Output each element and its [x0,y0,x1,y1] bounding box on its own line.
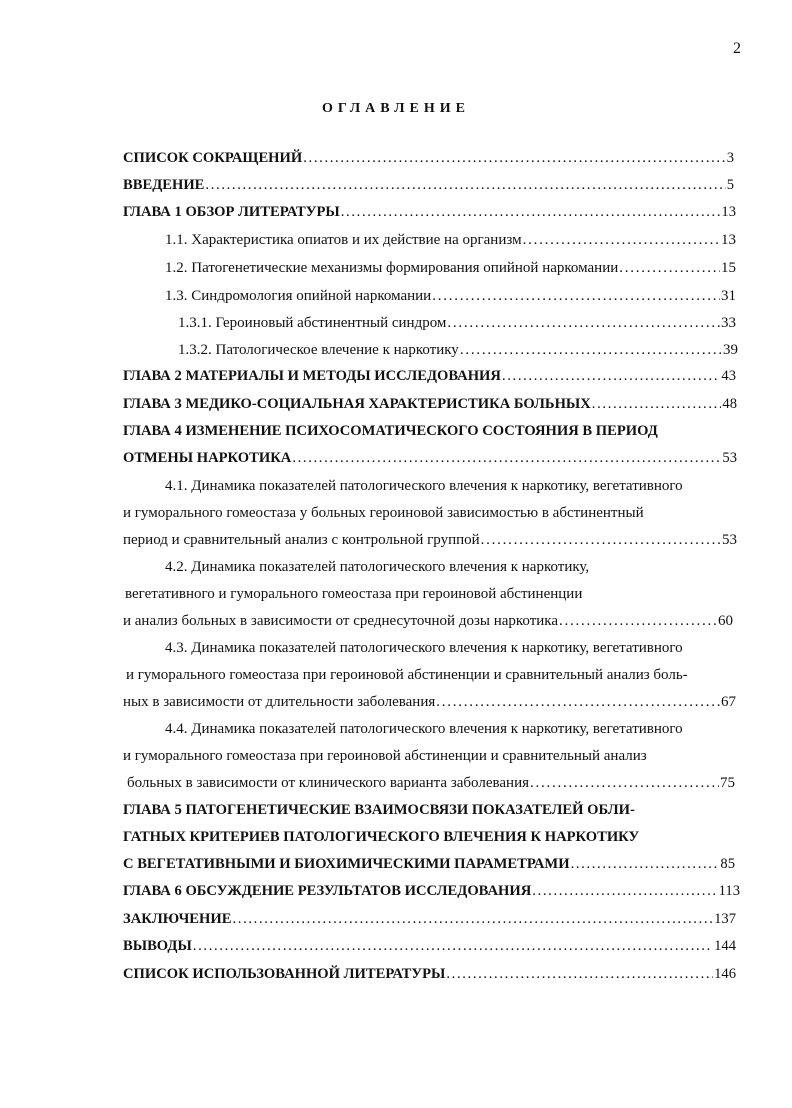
toc-entry-4-2[interactable]: и анализ больных в зависимости от среднесуточной дозы наркотика . . . 60 [123,608,733,630]
page-number: 2 [733,40,741,57]
toc-entry-chapter-6[interactable]: ГЛАВА 6 ОБСУЖДЕНИЕ РЕЗУЛЬТАТОВ ИССЛЕДОВАНИЯ . . . 113 [123,878,740,900]
toc-entry-chapter-3[interactable]: ГЛАВА 3 МЕДИКО-СОЦИАЛЬНАЯ ХАРАКТЕРИСТИКА БОЛЬНЫХ . . . 48 [123,391,737,413]
toc-entry-chapter-4[interactable]: ОТМЕНЫ НАРКОТИКА . . . 53 [123,445,737,467]
toc-entry-chapter-1[interactable]: ГЛАВА 1 ОБЗОР ЛИТЕРАТУРЫ . . . 13 [123,199,736,221]
toc-entry-4-3[interactable]: ных в зависимости от длительности заболевания . . . 67 [123,689,736,711]
toc-entry-chapter-4-line-1[interactable]: ГЛАВА 4 ИЗМЕНЕНИЕ ПСИХОСОМАТИЧЕСКОГО СОСТОЯНИЯ В ПЕРИОД [123,423,658,439]
toc-entry-4-4-line-2[interactable]: и гуморального гомеостаза при героиновой абстиненции и сравнительный анализ [123,748,647,764]
page-title: ОГЛАВЛЕНИЕ [322,101,470,116]
toc-entry-1-3[interactable]: 1.3. Синдромология опийной наркомании . . . 31 [165,283,736,305]
toc-entry-4-3-line-1[interactable]: 4.3. Динамика показателей патологического влечения к наркотику, вегетативного [165,640,683,656]
toc-entry-4-4-line-1[interactable]: 4.4. Динамика показателей патологического влечения к наркотику, вегетативного [165,721,683,737]
toc-entry-1-3-1[interactable]: 1.3.1. Героиновый абстинентный синдром . . . 33 [178,310,736,332]
toc-entry-4-2-line-1[interactable]: 4.2. Динамика показателей патологического влечения к наркотику, [165,559,590,575]
toc-entry-references[interactable]: СПИСОК ИСПОЛЬЗОВАННОЙ ЛИТЕРАТУРЫ . . . 146 [123,961,736,983]
toc-entry-chapter-5[interactable]: С ВЕГЕТАТИВНЫМИ И БИОХИМИЧЕСКИМИ ПАРАМЕТРАМИ . . . 85 [123,851,735,873]
toc-entry-4-3-line-2[interactable]: и гуморального гомеостаза при героиновой абстиненции и сравнительный анализ боль- [126,667,688,683]
toc-entry-4-1[interactable]: период и сравнительный анализ с контрольной группой . . . 53 [123,527,737,549]
toc-entry-1-1[interactable]: 1.1. Характеристика опиатов и их действие на организм . . . 13 [165,227,736,249]
toc-entry-introduction[interactable]: ВВЕДЕНИЕ . . . 5 [123,172,734,194]
toc-entry-conclusion[interactable]: ЗАКЛЮЧЕНИЕ . . . 137 [123,906,736,928]
toc-entry-4-2-line-2[interactable]: вегетативного и гуморального гомеостаза при героиновой абстиненции [125,586,583,602]
toc-entry-chapter-5-line-2[interactable]: ГАТНЫХ КРИТЕРИЕВ ПАТОЛОГИЧЕСКОГО ВЛЕЧЕНИЯ К НАРКОТИКУ [123,829,640,845]
toc-entry-findings[interactable]: ВЫВОДЫ . . . 144 [123,933,736,955]
toc-entry-4-1-line-1[interactable]: 4.1. Динамика показателей патологического влечения к наркотику, вегетативного [165,478,683,494]
toc-entry-1-2[interactable]: 1.2. Патогенетические механизмы формирования опийной наркомании . . . 15 [165,255,736,277]
toc-entry-abbreviations[interactable]: СПИСОК СОКРАЩЕНИЙ . . . 3 [123,145,734,167]
toc-entry-chapter-5-line-1[interactable]: ГЛАВА 5 ПАТОГЕНЕТИЧЕСКИЕ ВЗАИМОСВЯЗИ ПОКАЗАТЕЛЕЙ ОБЛИ- [123,802,635,818]
toc-entry-chapter-2[interactable]: ГЛАВА 2 МАТЕРИАЛЫ И МЕТОДЫ ИССЛЕДОВАНИЯ . . . 43 [123,363,736,385]
toc-entry-1-3-2[interactable]: 1.3.2. Патологическое влечение к наркотику . . . 39 [178,337,738,359]
toc-entry-4-1-line-2[interactable]: и гуморального гомеостаза у больных героиновой зависимостью в абстинентный [123,505,644,521]
toc-entry-4-4[interactable]: больных в зависимости от клинического варианта заболевания . . . 75 [127,770,735,792]
